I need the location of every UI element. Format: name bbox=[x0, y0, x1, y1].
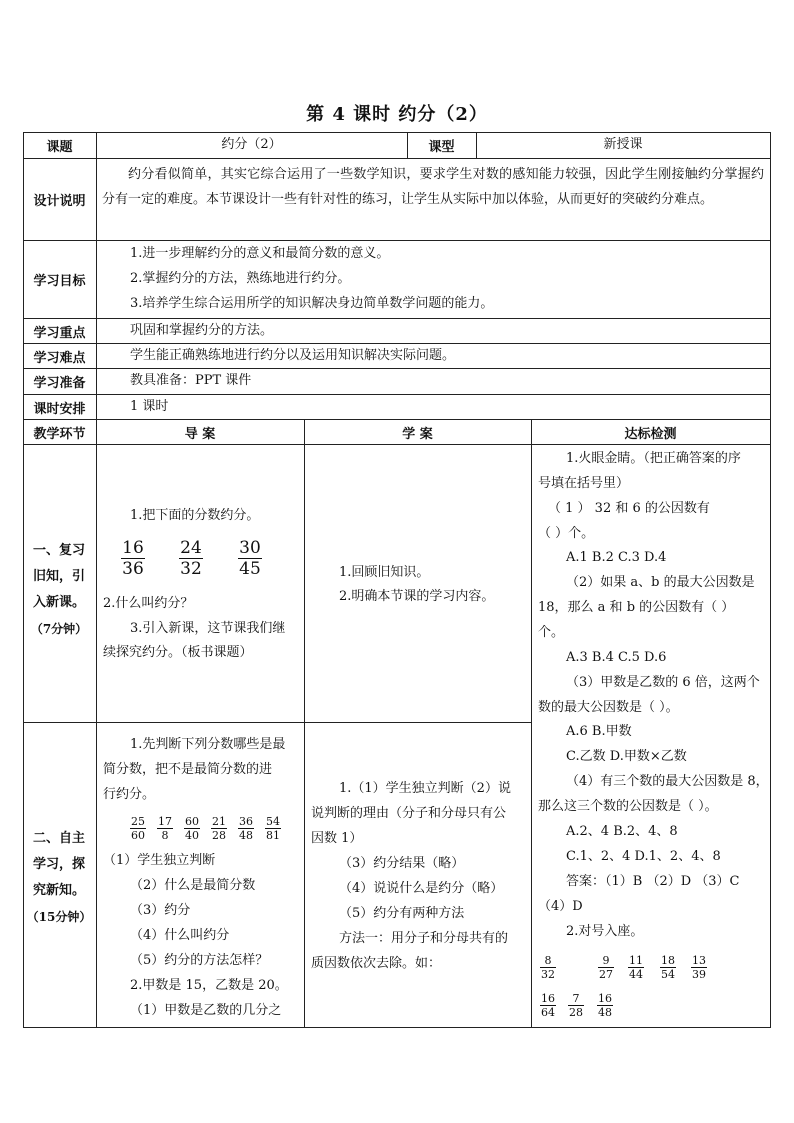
fraction: 21 28 bbox=[212, 815, 226, 842]
fraction: 36 48 bbox=[239, 815, 253, 842]
s1-guide-line3: 3.引入新课，这节课我们继 bbox=[130, 621, 286, 636]
s2-study-line3: 因数 1） bbox=[311, 831, 363, 846]
fraction: 17 8 bbox=[158, 815, 172, 842]
header-type-value: 新授课 bbox=[603, 137, 643, 152]
s2-guide-line8: （5）约分的方法怎样？ bbox=[130, 953, 269, 968]
s2-guide-line4: （1）学生独立判断 bbox=[103, 853, 216, 868]
check-line16: A.2、4 B.2、4、8 bbox=[566, 824, 678, 839]
s2-study-line7: 方法一：用分子和分母共有的 bbox=[339, 931, 509, 946]
difficulty-text: 学生能正确熟练地进行约分以及运用知识解决实际问题。 bbox=[130, 348, 456, 363]
check-line15: 那么这三个数的公因数是（ ）。 bbox=[538, 799, 718, 814]
check-line14: （4）有三个数的最大公因数是 8， bbox=[566, 774, 769, 789]
focus-text: 巩固和掌握约分的方法。 bbox=[130, 323, 274, 338]
check-line9: A.3 B.4 C.5 D.6 bbox=[566, 650, 667, 665]
schedule-text: 1 课时 bbox=[130, 399, 169, 414]
s1-study-line1: 1.回顾旧知识。 bbox=[339, 565, 430, 580]
design-text: 约分看似简单，其实它综合运用了一些数学知识，要求学生对数的感知能力较强，因此学生刚接触约分掌握约分有一定的难度。本节课设计一些有针对性的练习，让学生从实际中加以体验，从而更好的突破约分难点。 bbox=[102, 167, 764, 207]
check-line4: （ ）个。 bbox=[538, 526, 595, 541]
column-header-study: 学 案 bbox=[402, 427, 433, 442]
check-line2: 号填在括号里） bbox=[538, 476, 630, 491]
column-header-stage: 教学环节 bbox=[33, 427, 86, 442]
fraction: 16 36 bbox=[122, 538, 144, 579]
check-line3: （ 1 ） 32 和 6 的公因数有 bbox=[548, 501, 710, 516]
s2-guide-line5: （2）什么是最简分数 bbox=[130, 878, 256, 893]
s1-guide-line2: 2.什么叫约分？ bbox=[103, 596, 194, 611]
header-label-topic: 课题 bbox=[46, 140, 73, 155]
fraction: 25 60 bbox=[131, 815, 145, 842]
check-line13: C.乙数 D.甲数×乙数 bbox=[566, 749, 687, 764]
check-line11: 数的最大公因数是（ ）。 bbox=[538, 700, 679, 715]
column-header-check: 达标检测 bbox=[624, 427, 677, 442]
check-line1: 1.火眼金睛。（把正确答案的序 bbox=[566, 451, 741, 466]
s2-study-line1: 1.（1）学生独立判断（2）说 bbox=[339, 781, 511, 796]
focus-label: 学习重点 bbox=[33, 326, 86, 341]
goal-item-2: 2.掌握约分的方法，熟练地进行约分。 bbox=[130, 271, 351, 286]
s2-guide-line9: 2.甲数是 15，乙数是 20。 bbox=[130, 978, 288, 993]
fraction: 9 27 bbox=[599, 954, 613, 981]
fraction: 60 40 bbox=[185, 815, 199, 842]
check-line12: A.6 B.甲数 bbox=[566, 724, 632, 739]
fraction: 54 81 bbox=[266, 815, 280, 842]
check-line20: 2.对号入座。 bbox=[566, 924, 644, 939]
s2-guide-line6: （3）约分 bbox=[130, 903, 191, 918]
header-label-type: 课型 bbox=[428, 140, 455, 155]
fraction: 16 48 bbox=[598, 992, 612, 1019]
header-topic-value: 约分（2） bbox=[221, 137, 282, 152]
check-line18: 答案：（1）B （2）D （3）C bbox=[566, 874, 740, 889]
s2-guide-line3: 行约分。 bbox=[103, 787, 156, 802]
s1-study-line2: 2.明确本节课的学习内容。 bbox=[339, 589, 495, 604]
fraction: 16 64 bbox=[541, 992, 555, 1019]
page-title: 第 4 课时 约分（2） bbox=[306, 104, 488, 125]
check-line17: C.1、2、4 D.1、2、4、8 bbox=[566, 849, 721, 864]
s2-study-line2: 说判断的理由（分子和分母只有公 bbox=[311, 806, 507, 821]
fraction: 24 32 bbox=[180, 538, 202, 579]
s2-study-line6: （5）约分有两种方法 bbox=[339, 906, 465, 921]
s2-study-line8: 质因数依次去除。如： bbox=[311, 956, 442, 971]
fraction: 8 32 bbox=[541, 954, 555, 981]
s2-study-line5: （4）说说什么是约分（略） bbox=[339, 881, 504, 896]
goal-item-1: 1.进一步理解约分的意义和最简分数的意义。 bbox=[130, 246, 390, 261]
s2-guide-line7: （4）什么叫约分 bbox=[130, 928, 230, 943]
check-line10: （3）甲数是乙数的 6 倍，这两个 bbox=[566, 675, 760, 690]
design-label: 设计说明 bbox=[33, 194, 86, 209]
check-line5: A.1 B.2 C.3 D.4 bbox=[566, 550, 667, 565]
prep-label: 学习准备 bbox=[33, 376, 86, 391]
check-line8: 个。 bbox=[538, 625, 565, 640]
s2-guide-line10: （1）甲数是乙数的几分之 bbox=[130, 1003, 282, 1018]
goals-label: 学习目标 bbox=[33, 274, 86, 289]
schedule-label: 课时安排 bbox=[33, 402, 86, 417]
s2-study-line4: （3）约分结果（略） bbox=[339, 856, 465, 871]
difficulty-label: 学习难点 bbox=[33, 351, 86, 366]
s2-guide-line1: 1.先判断下列分数哪些是最 bbox=[130, 737, 286, 752]
s1-guide-line4: 续探究约分。（板书课题） bbox=[103, 645, 253, 660]
column-header-guide: 导 案 bbox=[184, 427, 216, 442]
fraction: 7 28 bbox=[569, 992, 583, 1019]
s1-guide-line1: 1.把下面的分数约分。 bbox=[130, 508, 260, 523]
check-line6: （2）如果 a、b 的最大公因数是 bbox=[566, 575, 755, 590]
fraction: 18 54 bbox=[661, 954, 675, 981]
s2-guide-line2: 简分数，把不是最简分数的进 bbox=[103, 762, 273, 777]
prep-text: 教具准备：PPT 课件 bbox=[130, 373, 252, 388]
fraction: 11 44 bbox=[629, 954, 643, 981]
goal-item-3: 3.培养学生综合运用所学的知识解决身边简单数学问题的能力。 bbox=[130, 296, 494, 311]
check-line7: 18，那么 a 和 b 的公因数有（ ） bbox=[538, 600, 735, 615]
fraction: 13 39 bbox=[692, 954, 706, 981]
fraction: 30 45 bbox=[239, 538, 261, 579]
check-line19: （4）D bbox=[538, 899, 583, 914]
